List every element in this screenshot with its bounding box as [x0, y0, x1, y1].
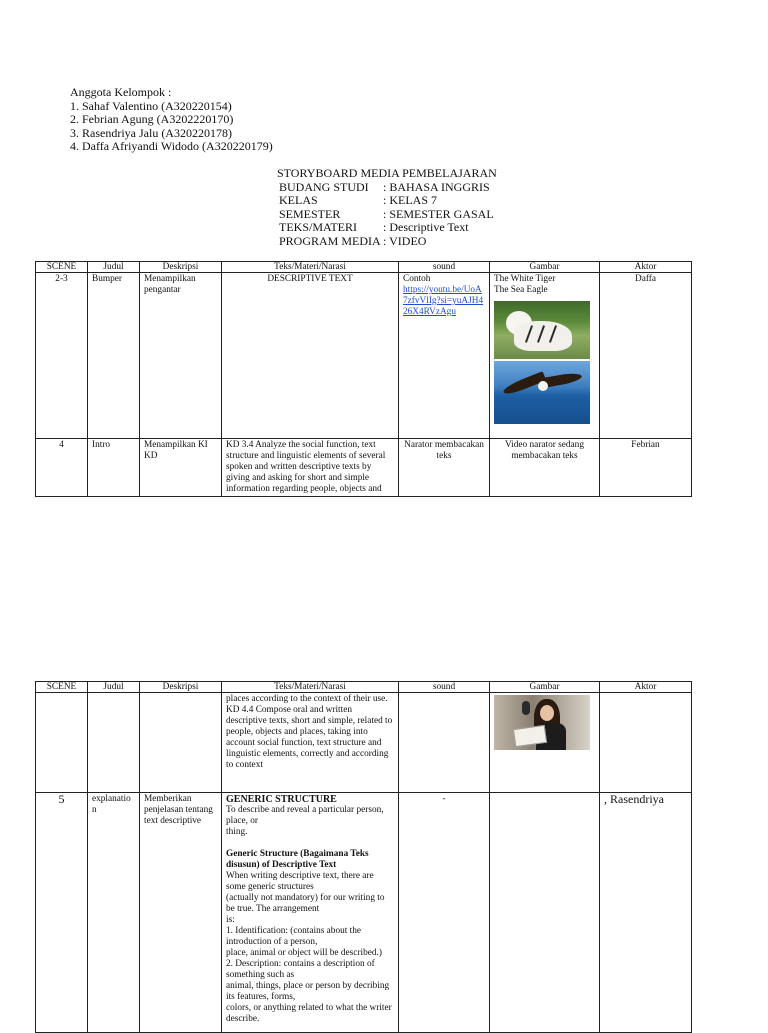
white-tiger-image: [494, 301, 590, 359]
generic-structure-line: 2. Description: contains a description of something such as: [226, 959, 375, 980]
storyboard-title: STORYBOARD MEDIA PEMBELAJARAN: [277, 166, 497, 180]
header-sound: sound: [399, 682, 490, 693]
member-item: 2. Febrian Agung (A3202220170): [70, 112, 234, 126]
storyboard-value: : KELAS 7: [383, 193, 437, 208]
cell-sound: -: [399, 793, 490, 1033]
cell-sound: [399, 693, 490, 793]
generic-structure-line: animal, things, place or person by decribing its features, forms,: [226, 981, 390, 1002]
storyboard-key: BUDANG STUDI: [279, 179, 369, 194]
storyboard-row: [277, 221, 497, 235]
storyboard-key: TEKS/MATERI: [279, 220, 357, 235]
member-item: 3. Rasendriya Jalu (A320220178): [70, 125, 232, 140]
cell-teks: DESCRIPTIVE TEXT: [222, 273, 399, 439]
cell-judul: Intro: [88, 439, 140, 497]
header-deskripsi: Deskripsi: [140, 682, 222, 693]
cell-deskripsi: [140, 693, 222, 793]
cell-gambar: [490, 693, 600, 793]
microphone-shape: [522, 701, 530, 715]
gambar-caption-1: The White Tiger: [494, 274, 556, 284]
table-row: [36, 693, 692, 793]
cell-deskripsi: Menampilkan KI KD: [140, 439, 222, 497]
cell-judul: explanation: [88, 793, 140, 1033]
member-item: 1. Sahaf Valentino (A320220154): [70, 98, 232, 113]
narrator-face-shape: [540, 705, 554, 721]
cell-teks: places according to the context of their use. KD 4.4 Compose oral and written descriptive texts, short and simple, related to people, objects and places, taking into account social function, text structure and linguistic elements, correctly and according to context: [222, 693, 399, 793]
cell-scene: [36, 693, 88, 793]
generic-structure-line: (actually not mandatory) for our writing to be true. The arrangement: [226, 893, 385, 914]
cell-deskripsi: Menampilkan pengantar: [140, 273, 222, 439]
storyboard-header: [277, 167, 497, 249]
storyboard-value: : Descriptive Text: [383, 220, 469, 235]
storyboard-table-2: [35, 681, 692, 1033]
header-deskripsi: Deskripsi: [140, 262, 222, 273]
table-header-row: [36, 262, 692, 273]
sound-link[interactable]: https://youtu.be/UoA7zfvVlIg?si=yuAJH426X4RVzAgu: [403, 285, 484, 317]
generic-structure-line: 1. Identification: (contains about the introduction of a person,: [226, 926, 362, 947]
header-scene: SCENE: [36, 262, 88, 273]
generic-structure-line: When writing descriptive text, there are some generic structures: [226, 871, 374, 892]
cell-aktor: [600, 693, 692, 793]
cell-scene: 4: [36, 439, 88, 497]
generic-structure-title: GENERIC STRUCTURE: [226, 794, 337, 805]
header-judul: Judul: [88, 682, 140, 693]
cell-sound: [399, 273, 490, 439]
header-sound: sound: [399, 262, 490, 273]
storyboard-key: KELAS: [279, 193, 318, 208]
generic-structure-subtitle: Generic Structure (Bagaimana Teks disusun) of Descriptive Text: [226, 849, 369, 870]
cell-teks: KD 3.4 Analyze the social function, text structure and linguistic elements of several spoken and written descriptive texts by giving and asking for short and simple information regarding people, objects and: [222, 439, 399, 497]
storyboard-table-1: [35, 261, 692, 497]
generic-structure-line: is:: [226, 915, 235, 925]
generic-structure-line: thing.: [226, 827, 248, 837]
cell-aktor: Daffa: [600, 273, 692, 439]
header-teks: Teks/Materi/Narasi: [222, 682, 399, 693]
member-heading: Anggota Kelompok :: [70, 85, 172, 99]
table-row: [36, 273, 692, 439]
generic-structure-line: colors, or anything related to what the writer describe.: [226, 1003, 392, 1024]
storyboard-key: SEMESTER: [279, 206, 341, 221]
header-aktor: Aktor: [600, 262, 692, 273]
cell-aktor: Febrian: [600, 439, 692, 497]
storyboard-row: [277, 181, 497, 195]
sea-eagle-image: [494, 361, 590, 424]
cell-gambar: Video narator sedang membacakan teks: [490, 439, 600, 497]
table-row: [36, 793, 692, 1033]
header-aktor: Aktor: [600, 682, 692, 693]
eagle-head-shape: [538, 381, 548, 391]
member-list: [70, 86, 273, 154]
cell-teks: [222, 793, 399, 1033]
generic-structure-line: To describe and reveal a particular person, place, or: [226, 805, 384, 826]
member-item: 4. Daffa Afriyandi Widodo (A320220179): [70, 139, 273, 153]
cell-deskripsi: Memberikan penjelasan tentang text descriptive: [140, 793, 222, 1033]
cell-scene: 2-3: [36, 273, 88, 439]
storyboard-value: : VIDEO: [383, 233, 427, 248]
gambar-caption-2: The Sea Eagle: [494, 285, 548, 295]
cell-gambar: [490, 793, 600, 1033]
storyboard-value: : SEMESTER GASAL: [383, 206, 494, 221]
storyboard-key: PROGRAM MEDIA: [279, 233, 381, 248]
storyboard-row: [277, 208, 497, 222]
cell-gambar: [490, 273, 600, 439]
header-gambar: Gambar: [490, 682, 600, 693]
storyboard-row: [277, 194, 497, 208]
generic-structure-line: place, animal or object will be described.): [226, 948, 382, 958]
cell-aktor: , Rasendriya: [600, 793, 692, 1033]
cell-judul: [88, 693, 140, 793]
storyboard-row: [277, 235, 497, 249]
cell-judul: Bumper: [88, 273, 140, 439]
cell-scene: 5: [36, 793, 88, 1033]
cell-sound: Narator membacakan teks: [399, 439, 490, 497]
header-scene: SCENE: [36, 682, 88, 693]
header-gambar: Gambar: [490, 262, 600, 273]
sound-label: Contoh: [403, 274, 431, 284]
storyboard-value: : BAHASA INGGRIS: [383, 179, 490, 194]
header-teks: Teks/Materi/Narasi: [222, 262, 399, 273]
table-header-row: [36, 682, 692, 693]
header-judul: Judul: [88, 262, 140, 273]
table-row: [36, 439, 692, 497]
narrator-image: [494, 695, 590, 750]
